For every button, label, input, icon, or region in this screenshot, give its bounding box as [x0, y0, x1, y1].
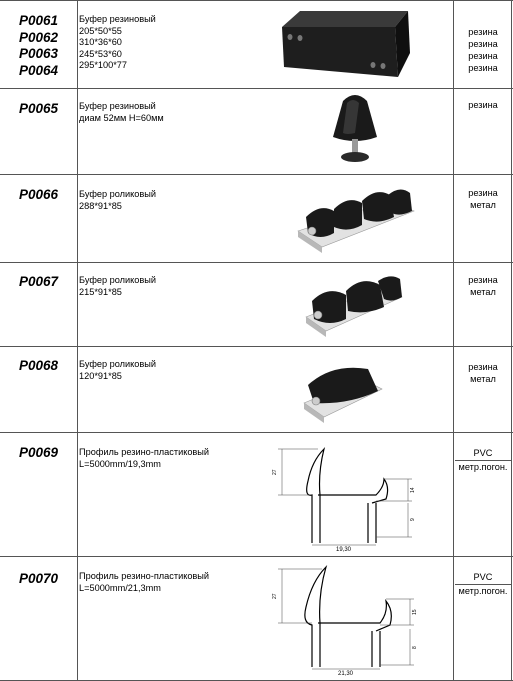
description-line: L=5000mm/19,3mm — [79, 458, 161, 469]
column-divider — [511, 0, 512, 681]
dimension-label: 21,30 — [338, 671, 354, 677]
product-description — [79, 14, 259, 72]
material: метал — [470, 374, 496, 384]
product-description — [79, 447, 259, 470]
material-cell — [455, 571, 511, 597]
conical-rubber-buffer-image — [325, 89, 385, 173]
description-line: Буфер роликовый — [79, 359, 157, 369]
material: метал — [470, 200, 496, 210]
product-description — [79, 275, 259, 298]
dimension-label: 27 — [272, 469, 278, 475]
material-cell — [455, 187, 511, 211]
dimension-label: 27 — [272, 593, 278, 599]
material-cell — [455, 361, 511, 385]
material: резина — [468, 63, 498, 73]
material-cell — [455, 99, 511, 111]
rubber-buffer-bar-image — [270, 5, 420, 85]
description-line: Буфер роликовый — [79, 189, 157, 199]
column-divider — [453, 0, 454, 681]
dimension-label: 8 — [412, 646, 418, 649]
product-codes — [0, 358, 77, 375]
description-line: 310*36*60 — [79, 37, 122, 47]
column-divider — [77, 0, 78, 681]
product-codes — [0, 571, 77, 588]
product-code: P0062 — [18, 29, 59, 45]
dimension-label: 14 — [410, 487, 416, 493]
material: резина — [468, 275, 498, 285]
roller-buffer-image — [298, 357, 388, 427]
description-line: Буфер резиновый — [79, 14, 156, 24]
material: PVC — [455, 571, 511, 585]
product-code: P0069 — [18, 445, 59, 460]
roller-buffer-image — [290, 181, 420, 257]
product-codes — [0, 13, 77, 79]
description-line: L=5000mm/21,3mm — [79, 582, 161, 593]
description-line: 295*100*77 — [79, 60, 128, 70]
product-codes — [0, 187, 77, 204]
material: резина — [468, 39, 498, 49]
material-cell — [455, 26, 511, 74]
dimension-label: 15 — [412, 609, 418, 615]
description-line: 120*91*85 — [79, 370, 122, 381]
material: резина — [468, 27, 498, 37]
description-line: Буфер резиновый — [79, 101, 156, 111]
description-line: 288*91*85 — [79, 200, 122, 211]
dimension-label: 19,30 — [336, 547, 352, 553]
product-description — [79, 571, 259, 594]
material: PVC — [455, 447, 511, 461]
description-line: Буфер роликовый — [79, 275, 157, 285]
material-cell — [455, 447, 511, 473]
product-code: P0063 — [18, 46, 59, 61]
product-description — [79, 101, 259, 124]
product-codes — [0, 274, 77, 291]
description-line: диам 52мм H=60мм — [79, 112, 164, 123]
product-code: P0061 — [18, 13, 59, 28]
product-codes — [0, 445, 77, 462]
material-cell — [455, 274, 511, 298]
roller-buffer-image — [298, 267, 408, 343]
description-line: Профиль резино-пластиковый — [79, 571, 210, 581]
dimension-label: 9 — [410, 518, 416, 521]
description-line: 245*53*60 — [79, 48, 122, 59]
description-line: 215*91*85 — [79, 286, 122, 297]
material: резина — [468, 51, 498, 61]
product-description — [79, 359, 259, 382]
description-line: Профиль резино-пластиковый — [79, 447, 210, 457]
product-code: P0065 — [18, 101, 59, 116]
product-code: P0070 — [18, 571, 59, 586]
material: метр.погон. — [458, 586, 508, 596]
material: метал — [470, 287, 496, 297]
product-code: P0064 — [18, 62, 59, 78]
description-line: 205*50*55 — [79, 25, 122, 36]
material: резина — [468, 100, 498, 110]
product-code: P0066 — [18, 187, 59, 202]
profile-drawing — [268, 561, 428, 677]
product-code: P0067 — [18, 274, 59, 289]
product-description — [79, 189, 259, 212]
material: резина — [468, 362, 498, 372]
material: резина — [468, 188, 498, 198]
material: метр.погон. — [458, 462, 508, 472]
product-code: P0068 — [18, 358, 59, 373]
product-codes — [0, 101, 77, 118]
profile-drawing — [268, 437, 428, 553]
